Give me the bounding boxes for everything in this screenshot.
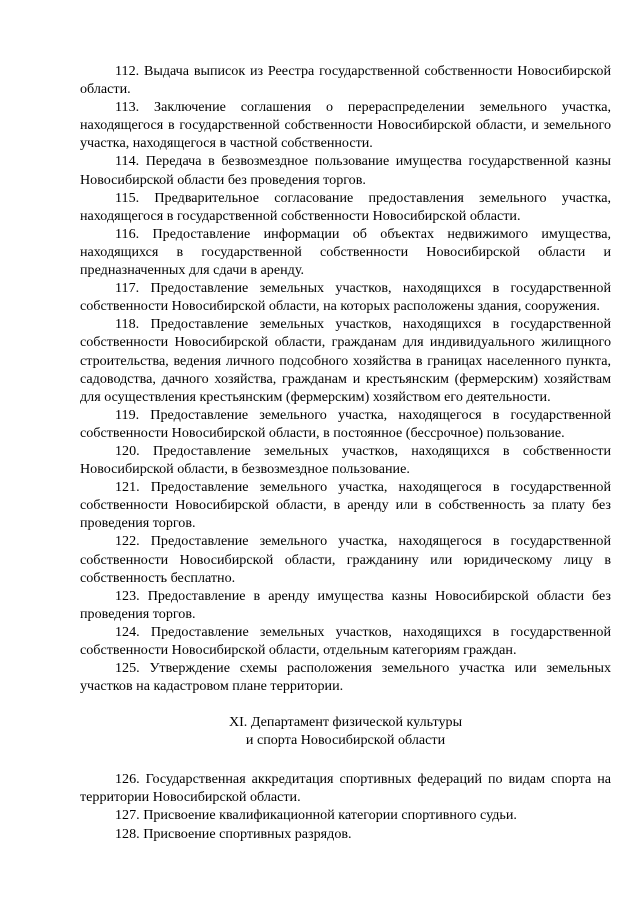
item-text: Утверждение схемы расположения земельного участка или земельных участков на кадастровом плане территории. [80,660,611,695]
item-text: Предоставление информации об объектах недвижимого имущества, находящихся в государственной собственности Новосибирской области и предназначенных для сдачи в аренду. [80,225,611,279]
section-heading-line-2: и спорта Новосибирской области [245,732,446,749]
item-number: 126. [115,771,140,788]
list-after-section [80,770,611,842]
item-text: Предоставление земельных участков, находящихся в государственной собственности Новосибирской области, гражданам для индивидуального жилищного строительства, ведения личного подсобного хозяйства в границах населенного пункта, садоводства, дачного хозяйства, гражданам и крестьянским (фермерским) хозяйствам для осуществления крестьянским (фермерским) хозяйством его деятельности. [80,316,611,405]
document-content [80,62,611,843]
item-text: Заключение соглашения о перераспределении земельного участка, находящегося в государственной собственности Новосибирской области, и земельного участка, находящегося в частной собственности. [80,99,611,152]
item-number: 116. [115,225,140,242]
item-text: Предоставление земельного участка, находящегося в государственной собственности Новосибирской области, гражданину или юридическому лицу в собственность бесплатно. [80,533,611,586]
item-number: 115. [115,189,140,206]
item-number: 121. [115,479,140,496]
item-number: 124. [115,623,140,640]
list-item-114 [80,152,611,188]
section-heading-line-1: XI. Департамент физической культуры [228,714,463,731]
list-item-126 [80,770,611,806]
item-number: 127. [115,807,140,824]
list-item-127 [80,806,611,824]
item-number: 119. [115,406,140,423]
list-item-125 [80,659,611,695]
item-number: 113. [115,99,140,116]
section-heading [80,713,611,749]
item-number: 114. [115,153,140,170]
list-item-122 [80,532,611,586]
list-item-121 [80,478,611,532]
item-text: Передача в безвозмездное пользование имущества государственной казны Новосибирской области без проведения торгов. [80,153,611,188]
item-text: Предоставление земельного участка, находящегося в государственной собственности Новосибирской области, в постоянное (бессрочное) пользование. [80,406,611,441]
item-text: Предоставление земельных участков, находящихся в государственной собственности Новосибирской области, на которых расположены здания, сооружения. [80,280,611,315]
item-number: 112. [115,63,140,79]
item-number: 125. [115,660,140,677]
item-number: 123. [115,587,140,604]
list-item-117 [80,279,611,315]
item-number: 122. [115,533,140,550]
item-text: Предоставление земельного участка, находящегося в государственной собственности Новосибирской области, в аренду или в собственность за плату без проведения торгов. [80,479,611,532]
item-text: Предварительное согласование предоставления земельного участка, находящегося в государственной собственности Новосибирской области. [80,189,611,224]
item-text: Присвоение спортивных разрядов. [139,825,352,842]
item-number: 120. [115,442,140,459]
item-text: Предоставление в аренду имущества казны Новосибирской области без проведения торгов. [80,587,611,622]
item-number: 128. [115,825,140,842]
list-item-116 [80,225,611,279]
list-item-124 [80,623,611,659]
list-item-123 [80,587,611,623]
item-text: Предоставление земельных участков, находящихся в государственной собственности Новосибирской области, отдельным категориям граждан. [80,623,611,658]
list-item-118 [80,315,611,405]
item-text: Присвоение квалификационной категории спортивного судьи. [139,807,517,824]
list-item-115 [80,189,611,225]
list-item-112 [80,62,611,98]
list-item-128 [80,825,611,843]
item-number: 118. [115,316,140,333]
list-item-113 [80,98,611,152]
item-text: Выдача выписок из Реестра государственной собственности Новосибирской области. [80,63,611,98]
list-item-119 [80,406,611,442]
item-number: 117. [115,280,140,297]
item-text: Предоставление земельных участков, находящихся в собственности Новосибирской области, в безвозмездное пользование. [80,442,611,478]
item-text: Государственная аккредитация спортивных федераций по видам спорта на территории Новосибирской области. [80,771,611,806]
list-before-section [80,62,611,695]
list-item-120 [80,442,611,478]
